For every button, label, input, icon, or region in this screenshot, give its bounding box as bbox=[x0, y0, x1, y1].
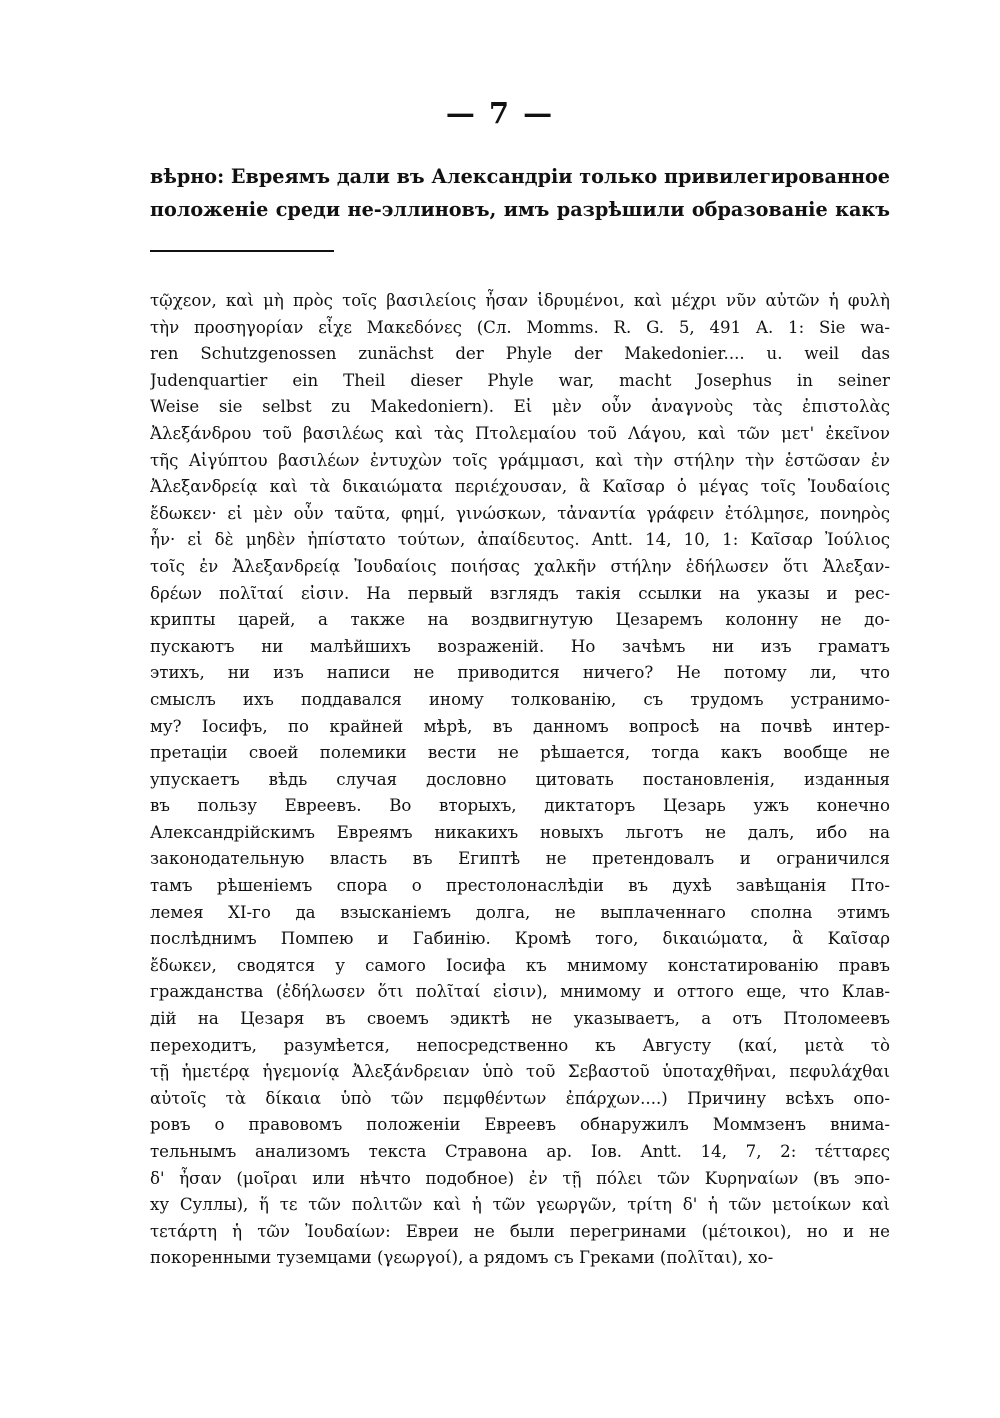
footnote-line: τετάρτη ἡ τῶν Ἰουδαίων: Евреи не были перегринами (μέτοικοι), но и не bbox=[150, 1221, 890, 1241]
footnote-line: лемея XI-го да взысканіемъ долга, не выплаченнаго сполна этимъ bbox=[150, 902, 890, 922]
footnote-line: пускаютъ ни малѣйшихъ возраженій. Но зачѣмъ ни изъ граматъ bbox=[150, 636, 890, 656]
footnote-line: Judenquartier ein Theil dieser Phyle war, macht Josephus in seiner bbox=[150, 370, 890, 390]
footnote-line: послѣднимъ Помпею и Габинію. Кромѣ того, δικαιώματα, ἃ Καῖσαρ bbox=[150, 929, 890, 949]
main-text-line: положеніе среди не-эллиновъ, имъ разрѣшили образованіе какъ bbox=[150, 198, 890, 221]
footnote-line: тельнымъ анализомъ текста Стравона ар. Іов. Antt. 14, 7, 2: τέτταρες bbox=[150, 1142, 890, 1161]
footnote-line: ren Schutzgenossen zunächst der Phyle der Makedonier.... u. weil das bbox=[150, 344, 890, 364]
footnote-line: αὐτοῖς τὰ δίκαια ὑπὸ τῶν πεμφθέντων ἐπάρχων....) Причину всѣхъ опо- bbox=[150, 1088, 890, 1108]
footnote-line: τοῖς ἐν Ἀλεξανδρείᾳ Ἰουδαίοις ποιήσας χαλκῆν στήλην ἐδήλωσεν ὅτι Ἀλεξαν- bbox=[150, 556, 890, 576]
footnote-line: δρέων πολῖταί εἰσιν. На первый взглядъ такія ссылки на указы и рес- bbox=[150, 583, 890, 603]
main-text bbox=[150, 160, 890, 226]
footnote-line: му? Іосифъ, по крайней мѣрѣ, въ данномъ вопросѣ на почвѣ интер- bbox=[150, 716, 890, 736]
footnote-line: ἔδωκεν, сводятся у самого Іосифа къ мнимому констатированію правъ bbox=[150, 955, 890, 975]
footnote-line: τῆς Αἰγύπτου βασιλέων ἐντυχὼν τοῖς γράμμασι, καὶ τὴν στήλην τὴν ἑστῶσαν ἐν bbox=[150, 450, 890, 470]
main-text-line: вѣрно: Евреямъ дали въ Александріи только привилегированное bbox=[150, 165, 890, 188]
footnote-line: τῷχεον, καὶ μὴ πρὸς τοῖς βασιλείοις ἦσαν ἱδρυμένοι, καὶ μέχρι νῦν αὐτῶν ἡ φυλὴ bbox=[150, 291, 890, 310]
footnote-line: дій на Цезаря въ своемъ эдиктѣ не указываетъ, а отъ Птоломеевъ bbox=[150, 1009, 890, 1029]
footnote-line: тамъ рѣшеніемъ спора о престолонаслѣдіи въ духѣ завѣщанія Пто- bbox=[150, 876, 890, 896]
footnote-line: ху Суллы), ἥ τε τῶν πολιτῶν καὶ ἡ τῶν γεωργῶν, τρίτη δ' ἡ τῶν μετοίκων καὶ bbox=[150, 1195, 890, 1215]
footnote-line: ἔδωκεν· εἰ μὲν οὖν ταῦτα, φημί, γινώσκων, τἀναντία γράφειν ἐτόλμησε, πονηρὸς bbox=[150, 503, 890, 523]
footnote-line: Ἀλεξανδρείᾳ καὶ τὰ δικαιώματα περιέχουσαν, ἃ Καῖσαρ ὁ μέγας τοῖς Ἰουδαίοις bbox=[150, 477, 890, 497]
footnote-line: Ἀλεξάνδρου τοῦ βασιλέως καὶ τὰς Πτολεμαίου τοῦ Λάγου, καὶ τῶν μετ' ἐκεῖνον bbox=[150, 423, 890, 443]
footnote-line: ровъ о правовомъ положеніи Евреевъ обнаружилъ Моммзенъ внима- bbox=[150, 1115, 890, 1135]
footnote-line: гражданства (ἐδήλωσεν ὅτι πολῖταί εἰσιν), мнимому и оттого еще, что Клав- bbox=[150, 982, 890, 1002]
footnote-separator bbox=[150, 250, 334, 252]
footnote-line: ἦν· εἰ δὲ μηδὲν ἠπίστατο τούτων, ἀπαίδευτος. Antt. 14, 10, 1: Καῖσαρ Ἰούλιος bbox=[150, 530, 890, 550]
footnote-line: упускаетъ вѣдь случая дословно цитовать постановленія, изданныя bbox=[150, 769, 890, 789]
footnote bbox=[150, 288, 890, 1272]
footnote-line: претаціи своей полемики вести не рѣшается, тогда какъ вообще не bbox=[150, 743, 890, 763]
footnote-line: въ пользу Евреевъ. Во вторыхъ, диктаторъ Цезарь ужъ конечно bbox=[150, 796, 890, 816]
page-number: — 7 — bbox=[445, 96, 555, 130]
footnote-line: крипты царей, а также на воздвигнутую Цезаремъ колонну не до- bbox=[150, 610, 890, 630]
footnote-line: δ' ἦσαν (μοῖραι или нѣчто подобное) ἐν τῇ πόλει τῶν Κυρηναίων (въ эпо- bbox=[150, 1168, 890, 1188]
footnote-line: τῇ ἡμετέρᾳ ἡγεμονίᾳ Ἀλεξάνδρειαν ὑπὸ τοῦ Σεβαστοῦ ὑποταχθῆναι, πεφυλάχθαι bbox=[150, 1062, 890, 1082]
footnote-line: Weise sie selbst zu Makedoniern). Εἰ μὲν οὖν ἀναγνοὺς τὰς ἐπιστολὰς bbox=[150, 397, 890, 417]
footnote-line: Александрійскимъ Евреямъ никакихъ новыхъ льготъ не далъ, ибо на bbox=[150, 822, 890, 842]
footnote-line: смыслъ ихъ поддавался иному толкованію, съ трудомъ устранимо- bbox=[150, 689, 890, 709]
footnote-line: этихъ, ни изъ написи не приводится ничего? Не потому ли, что bbox=[150, 663, 890, 683]
footnote-line: покоренными туземцами (γεωργοί), а рядомъ съ Греками (πολῖται), хо- bbox=[150, 1248, 774, 1268]
footnote-line: переходитъ, разумѣется, непосредственно къ Августу (καί, μετὰ τὸ bbox=[150, 1035, 890, 1055]
footnote-line: законодательную власть въ Египтѣ не претендовалъ и ограничился bbox=[150, 849, 890, 869]
footnote-line: τὴν προσηγορίαν εἶχε Μακεδόνες (Сл. Momms. R. G. 5, 491 A. 1: Sie wa- bbox=[150, 317, 890, 337]
